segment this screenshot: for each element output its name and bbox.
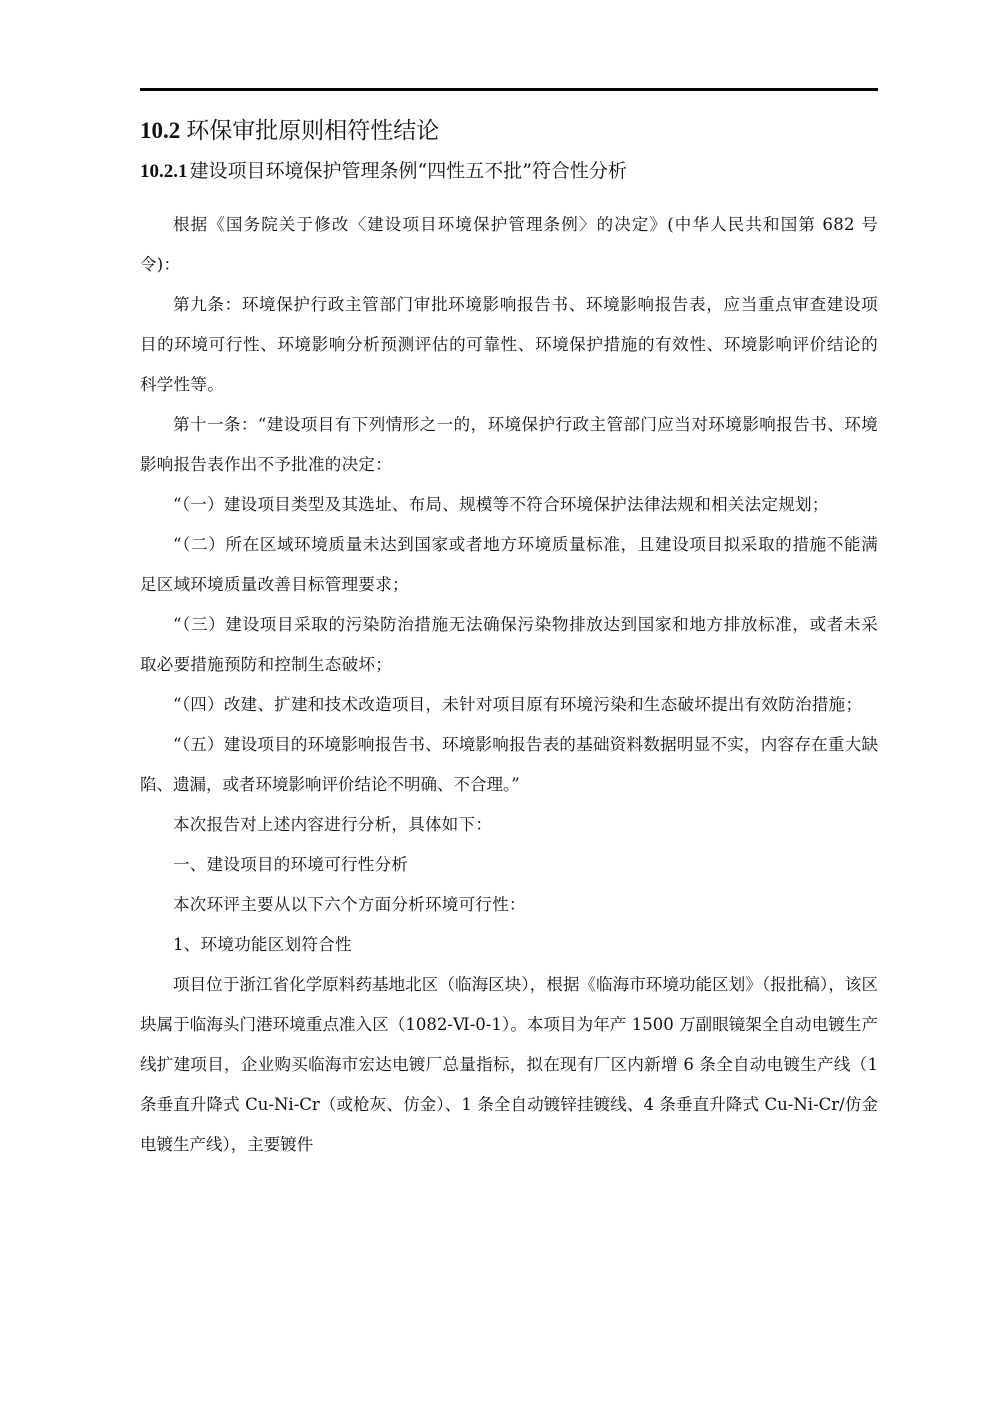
paragraph-article-9: 第九条：环境保护行政主管部门审批环境影响报告书、环境影响报告表，应当重点审查建设项目的环境可行性、环境影响分析预测评估的可靠性、环境保护措施的有效性、环境影响评价结论的科学性等。 — [140, 295, 878, 394]
header-rule — [140, 88, 878, 91]
paragraph-item-4: “（四）改建、扩建和技术改造项目，未针对项目原有环境污染和生态破坏提出有效防治措施； — [173, 695, 863, 714]
paragraph-feasibility-heading: 一、建设项目的环境可行性分析 — [173, 855, 409, 874]
section-number: 10.2 — [140, 118, 181, 143]
subsection-number: 10.2.1 — [140, 161, 188, 182]
paragraph-zoning-heading: 1、环境功能区划符合性 — [173, 935, 352, 954]
paragraph-item-2: “（二）所在区域环境质量未达到国家或者地方环境质量标准，且建设项目拟采取的措施不能满足区域环境质量改善目标管理要求； — [140, 535, 878, 594]
paragraph-project-location: 项目位于浙江省化学原料药基地北区（临海区块），根据《临海市环境功能区划》（报批稿），该区块属于临海头门港环境重点准入区（1082-Ⅵ-0-1）。本项目为年产 1500 万副眼镜架全自动电镀生产线扩建项目，企业购买临海市宏达电镀厂总量指标，拟在现有厂区内新增 6 条全自动电镀生产线（1 条垂直升降式 Cu-Ni-Cr（或枪灰、仿金）、1 条全自动镀锌挂镀线、4 条垂直升降式 Cu-Ni-Cr/仿金电镀生产线），主要镀件 — [140, 975, 878, 1154]
subsection-heading — [140, 156, 878, 187]
paragraph-decree: 根据《国务院关于修改〈建设项目环境保护管理条例〉的决定》(中华人民共和国第 682 号令)： — [140, 215, 878, 274]
document-body — [140, 114, 878, 1165]
subsection-title: 建设项目环境保护管理条例“四性五不批”符合性分析 — [189, 160, 627, 182]
paragraph-six-aspects: 本次环评主要从以下六个方面分析环境可行性： — [173, 895, 526, 914]
section-title: 环保审批原则相符性结论 — [186, 118, 440, 144]
paragraph-analysis-intro: 本次报告对上述内容进行分析，具体如下： — [173, 815, 493, 834]
paragraph-item-5: “（五）建设项目的环境影响报告书、环境影响报告表的基础资料数据明显不实，内容存在重大缺陷、遗漏，或者环境影响评价结论不明确、不合理。” — [140, 735, 878, 794]
paragraph-article-11: 第十一条：“建设项目有下列情形之一的，环境保护行政主管部门应当对环境影响报告书、环境影响报告表作出不予批准的决定： — [140, 415, 878, 474]
paragraph-item-3: “（三）建设项目采取的污染防治措施无法确保污染物排放达到国家和地方排放标准，或者未采取必要措施预防和控制生态破坏； — [140, 615, 878, 674]
section-heading — [140, 114, 878, 148]
paragraph-item-1: “（一）建设项目类型及其选址、布局、规模等不符合环境保护法律法规和相关法定规划； — [173, 495, 829, 514]
